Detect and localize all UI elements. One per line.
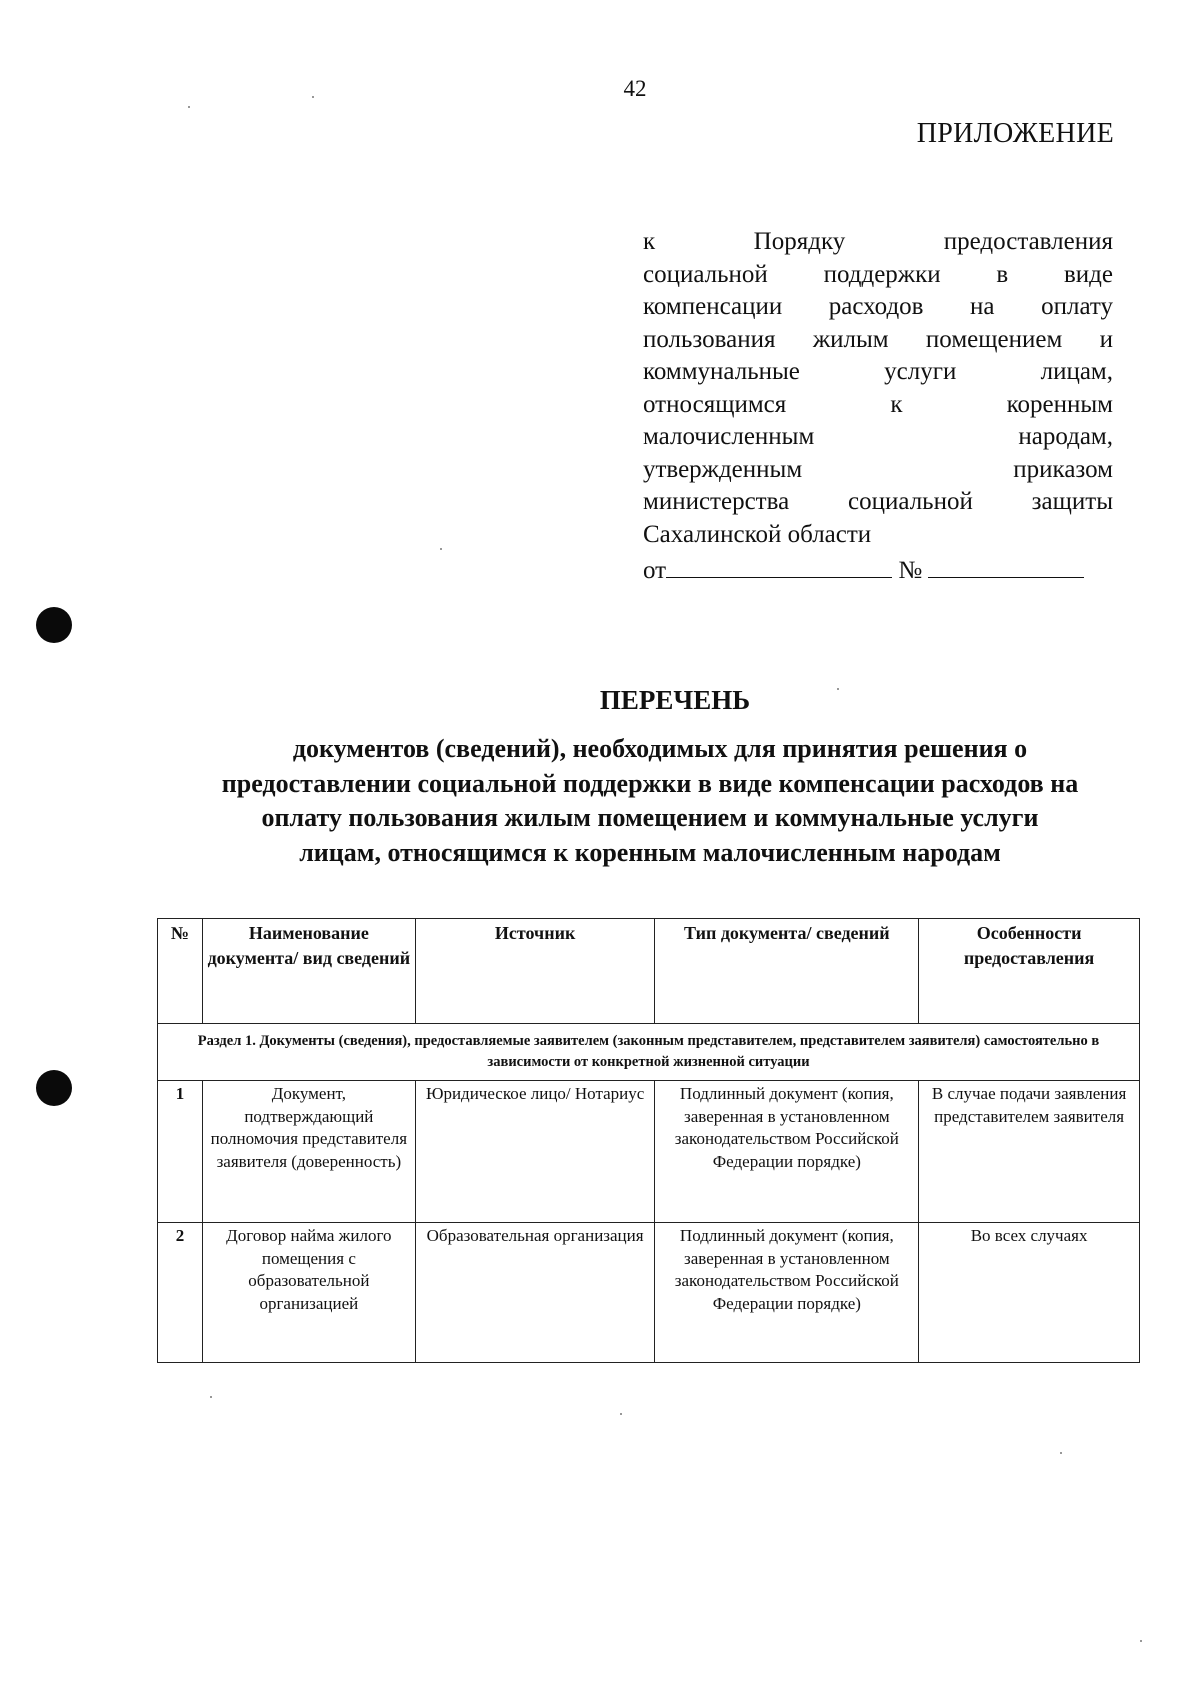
section-heading: Раздел 1. Документы (сведения), предоставляемые заявителем (законным представителем, представителем заявителя) самостоятельно в зависимости от конкретной жизненной ситуации [158,1024,1140,1081]
cell-notes: Во всех случаях [919,1223,1140,1363]
cell-number: 2 [158,1223,203,1363]
header-type: Тип документа/ сведений [655,919,919,1024]
scan-speck [188,106,190,108]
subtitle-line: предоставлении социальной поддержки в виде компенсации расходов на [221,768,1079,798]
scan-speck [620,1413,622,1415]
reference-line: социальной поддержки в виде [643,260,1113,288]
cell-name: Документ, подтверждающий полномочия представителя заявителя (доверенность) [202,1081,415,1223]
scan-speck [440,548,442,550]
subtitle-line: лицам, относящимся к коренным малочисленным народам [299,837,1001,867]
scan-speck [1140,1640,1142,1642]
table-header-row [158,919,1140,1024]
reference-line: компенсации расходов на оплату [643,293,1113,320]
date-blank [666,555,892,578]
page-number: 42 [623,76,647,101]
date-number-line [643,555,1113,587]
cell-name: Договор найма жилого помещения с образовательной организацией [202,1223,415,1363]
table-row [158,1223,1140,1363]
reference-line: Сахалинской области [643,520,872,548]
reference-line: министерства социальной защиты [643,488,1113,515]
header-number: № [158,919,203,1024]
subtitle-line: оплату пользования жилым помещением и коммунальные услуги [261,803,1039,832]
cell-notes: В случае подачи заявления представителем заявителя [919,1081,1140,1223]
scan-speck [1060,1452,1062,1454]
cell-source: Образовательная организация [415,1223,655,1363]
reference-line: относящимся к коренным [643,390,1113,418]
punch-hole-mark [36,607,72,643]
cell-number: 1 [158,1081,203,1223]
subtitle-line: документов (сведений), необходимых для принятия решения о [292,734,1028,763]
documents-table [157,918,1140,1363]
scan-speck [210,1396,212,1398]
number-blank [928,555,1084,578]
reference-line: пользования жилым помещением и [643,325,1113,353]
reference-line: малочисленным народам, [643,423,1113,450]
from-label: от [643,557,667,584]
header-notes: Особенности предоставления [919,919,1140,1024]
table-row [158,1081,1140,1223]
cell-type: Подлинный документ (копия, заверенная в установленном законодательством Российской Федерации порядке) [655,1081,919,1223]
cell-source: Юридическое лицо/ Нотариус [415,1081,655,1223]
number-label: № [898,557,923,584]
header-name: Наименование документа/ вид сведений [202,919,415,1024]
cell-type: Подлинный документ (копия, заверенная в установленном законодательством Российской Федерации порядке) [655,1223,919,1363]
reference-line: утвержденным приказом [643,455,1113,483]
reference-line: к Порядку предоставления [643,228,1113,255]
header-source: Источник [415,919,655,1024]
section-row [158,1024,1140,1081]
scan-speck [837,688,839,690]
document-subtitle [170,732,1130,870]
reference-line: коммунальные услуги лицам, [643,358,1113,385]
appendix-reference [643,226,1113,551]
document-title: ПЕРЕЧЕНЬ [599,685,751,715]
scan-speck [312,96,314,98]
appendix-title: ПРИЛОЖЕНИЕ [916,118,1114,149]
punch-hole-mark [36,1070,72,1106]
